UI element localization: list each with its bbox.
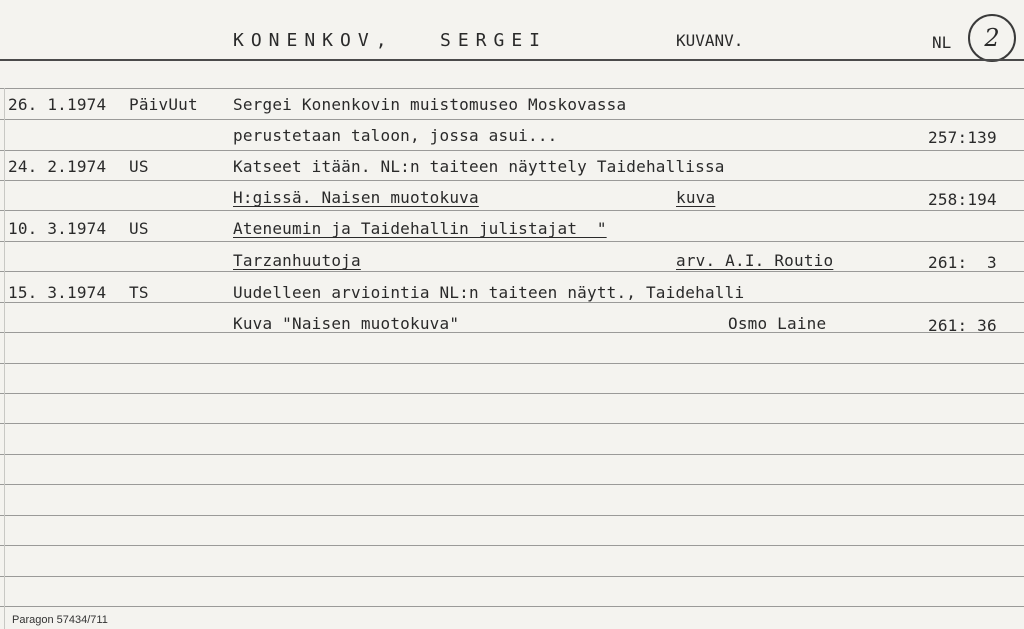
entry-date: 26. 1.1974: [8, 95, 107, 114]
rule: [0, 210, 1024, 211]
entry-text: perustetaan taloon, jossa asui...: [233, 126, 558, 145]
rule: [0, 150, 1024, 151]
rule: [0, 545, 1024, 546]
entry-text: Sergei Konenkovin muistomuseo Moskovassa: [233, 95, 627, 114]
header-firstname: SERGEI: [440, 30, 548, 51]
entry-date: 10. 3.1974: [8, 219, 107, 238]
rule: [0, 393, 1024, 394]
rule: [0, 119, 1024, 120]
rule: [0, 88, 1024, 89]
header-rule: [0, 59, 1024, 61]
header-code: NL: [932, 33, 952, 52]
rule: [0, 332, 1024, 333]
rule: [0, 180, 1024, 181]
entry-ref: 261: 36: [928, 316, 997, 335]
card-number-circle: [968, 14, 1016, 62]
entry-ref: 258:194: [928, 190, 997, 209]
entry-note: kuva: [676, 188, 716, 207]
rule: [0, 271, 1024, 272]
entry-text: Katseet itään. NL:n taiteen näyttely Taidehallissa: [233, 157, 725, 176]
margin-line: [4, 88, 5, 629]
entry-text: Uudelleen arviointia NL:n taiteen näytt., Taidehalli: [233, 283, 745, 302]
header-surname: KONENKOV,: [233, 30, 394, 51]
header-category: KUVANV.: [676, 31, 744, 50]
rule: [0, 515, 1024, 516]
entry-text: Kuva "Naisen muotokuva": [233, 314, 460, 333]
entry-date: 24. 2.1974: [8, 157, 107, 176]
entry-note: arv. A.I. Routio: [676, 251, 834, 270]
entry-ref: 261: 3: [928, 253, 997, 272]
rule: [0, 484, 1024, 485]
rule: [0, 241, 1024, 242]
entry-text: Ateneumin ja Taidehallin julistajat ": [233, 219, 607, 238]
rule: [0, 576, 1024, 577]
entry-source: PäivUut: [129, 95, 198, 114]
rule: [0, 454, 1024, 455]
entry-source: US: [129, 219, 149, 238]
entry-text: H:gissä. Naisen muotokuva: [233, 188, 479, 207]
printer-mark: Paragon 57434/711: [12, 614, 108, 626]
rule: [0, 606, 1024, 607]
entry-date: 15. 3.1974: [8, 283, 107, 302]
rule: [0, 423, 1024, 424]
entry-text: Tarzanhuutoja: [233, 251, 361, 270]
rule: [0, 363, 1024, 364]
entry-ref: 257:139: [928, 128, 997, 147]
entry-note: Osmo Laine: [728, 314, 827, 333]
entry-source: US: [129, 157, 149, 176]
entry-source: TS: [129, 283, 149, 302]
card-number: 2: [984, 24, 1000, 52]
